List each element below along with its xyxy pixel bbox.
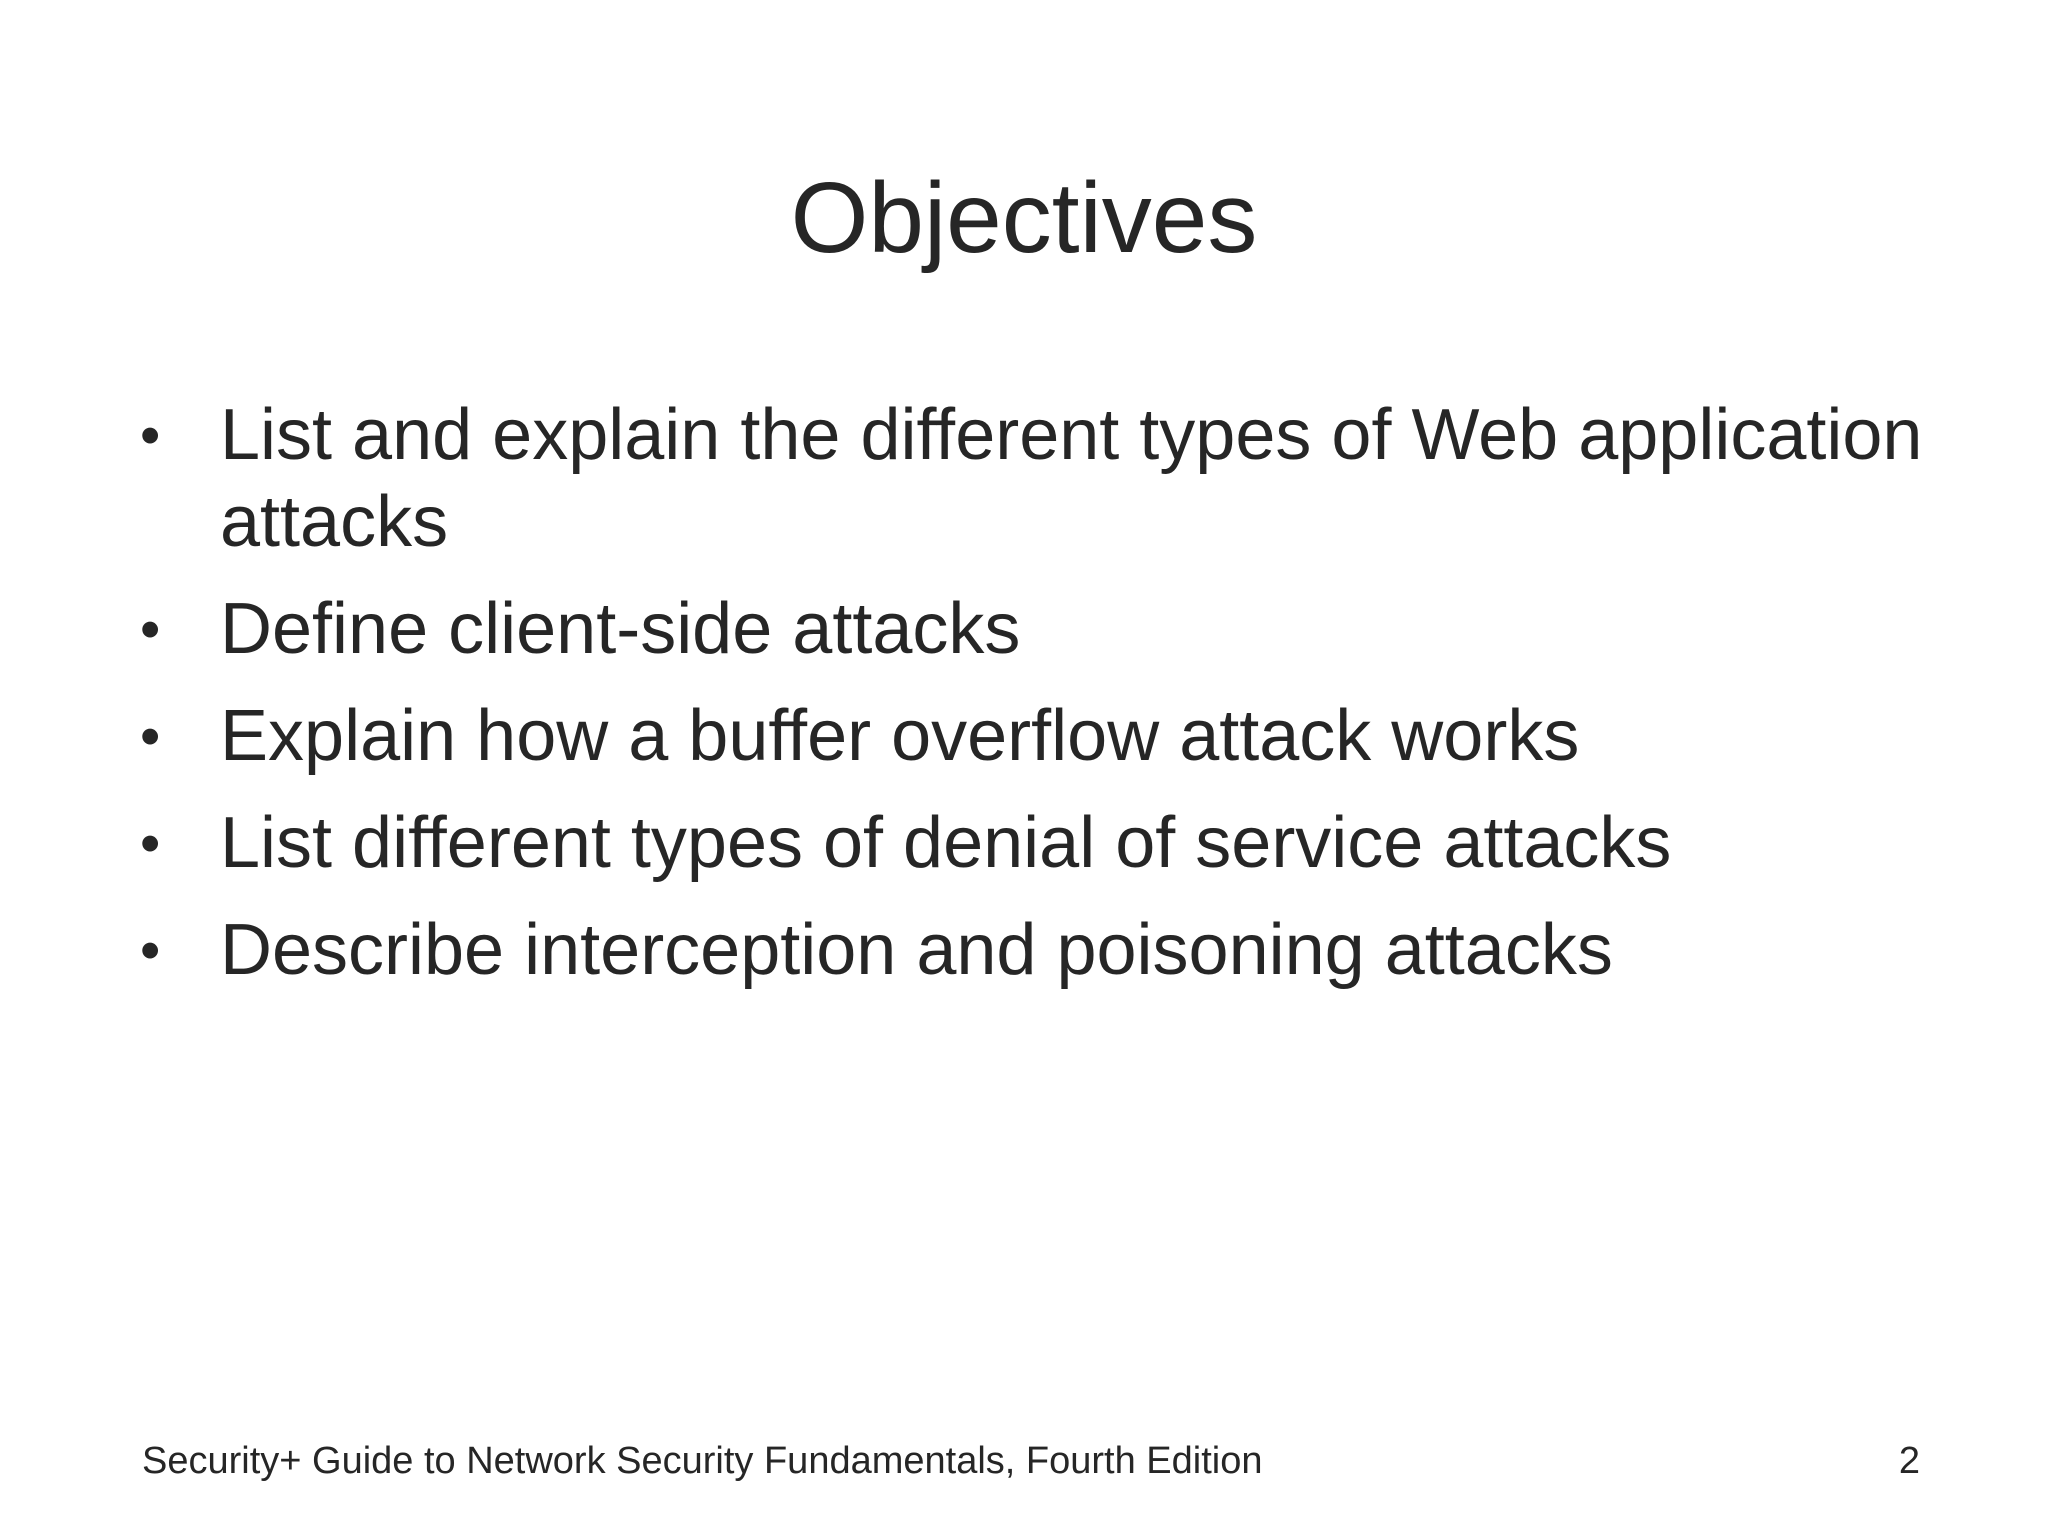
slide-title: Objectives — [790, 162, 1258, 274]
list-item-text: Describe interception and poisoning attacks — [220, 910, 1613, 990]
list-item-text: List and explain the different types of Web application attacks — [220, 395, 1923, 562]
list-item — [140, 586, 1940, 673]
list-item — [140, 800, 1940, 887]
page-number: 2 — [1898, 1440, 1920, 1482]
list-item-text: List different types of denial of service attacks — [220, 803, 1672, 883]
list-item-text: Define client-side attacks — [220, 589, 1021, 669]
list-item-text: Explain how a buffer overflow attack works — [220, 696, 1580, 776]
bullet-icon: • — [140, 704, 161, 769]
bullet-icon: • — [140, 811, 161, 876]
bullet-icon: • — [140, 597, 161, 662]
slide-footer — [0, 1436, 2048, 1486]
bullet-icon: • — [140, 403, 161, 468]
bullet-icon: • — [140, 918, 161, 983]
footer-text: Security+ Guide to Network Security Fundamentals, Fourth Edition — [142, 1440, 1263, 1482]
list-item — [140, 907, 1940, 994]
list-item — [140, 693, 1940, 780]
list-item — [140, 392, 1940, 566]
objectives-list — [140, 392, 1940, 1014]
